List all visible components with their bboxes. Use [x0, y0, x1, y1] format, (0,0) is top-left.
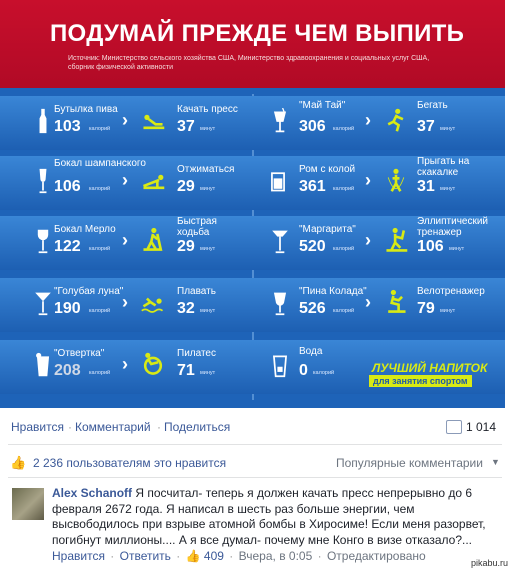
drink-cell: Бокал Мерло 122 калорий › Быстрая ходьба 29 минут [0, 214, 250, 272]
arrow-right-icon: › [365, 292, 371, 312]
elliptical-icon [383, 226, 409, 254]
drink-cell: Ром с колой 361 калорий › Прыгать на скакалке 31 минут [255, 154, 505, 212]
comment-time[interactable]: Вчера, в 0:05 [238, 549, 313, 563]
pushups-icon [140, 166, 166, 194]
likes-summary [0, 456, 505, 474]
cocktail-glass-icon [32, 290, 54, 316]
avatar[interactable] [12, 488, 44, 520]
wine-glass-icon [32, 228, 54, 254]
rum-cola-icon [267, 168, 289, 194]
comment-actions: Нравится · Ответить · 👍 409 · Вчера, в 0:05 · Отредактировано [52, 549, 426, 563]
drink-cell: "Пина Колада" 526 калорий › Велотренажер 79 минут [255, 276, 505, 334]
best-drink-sublabel: для занятия спортом [369, 375, 472, 387]
champagne-glass-icon [32, 168, 54, 194]
best-drink-label: ЛУЧШИЙ НАПИТОК [372, 361, 488, 375]
comment-body [52, 486, 502, 548]
comment-reply-link[interactable]: Ответить [119, 549, 171, 563]
drink-cell: "Отвертка" 208 калорий › Пилатес 71 минут [0, 338, 250, 396]
arrow-right-icon: › [122, 230, 128, 250]
highball-glass-icon [32, 352, 54, 378]
drink-cell: Бутылка пива 103 калорий › Качать пресс 37 минут [0, 94, 250, 152]
watermark: pikabu.ru [471, 558, 509, 568]
comment-sort[interactable]: Популярные комментарии [336, 456, 483, 470]
beer-bottle-icon [32, 108, 54, 134]
like-link[interactable]: Нравится [11, 420, 64, 434]
drink-cell: "Маргарита" 520 калорий › Эллиптический тренажер 106 минут [255, 214, 505, 272]
share-count: 1 014 [466, 420, 497, 434]
chevron-down-icon[interactable]: ▼ [491, 457, 500, 467]
arrow-right-icon: › [122, 170, 128, 190]
drink-cell: Бокал шампанского 106 калорий › Отжиматься 29 минут [0, 154, 250, 212]
arrow-right-icon: › [365, 230, 371, 250]
thumbs-up-icon: 👍 [185, 549, 201, 563]
jump-rope-icon [383, 166, 409, 194]
water-glass-icon [269, 352, 291, 378]
swimming-icon [140, 288, 166, 316]
comment-like-link[interactable]: Нравится [52, 549, 105, 563]
comment-edited[interactable]: Отредактировано [326, 549, 426, 563]
comment-text: Я посчитал- теперь я должен качать пресс непрерывно до 6 февраля 2672 года. Я написал в шесть раз больше энергии, чем высвободилось при взрыве атомной бомбы в Хиросиме! Если меня разорвет, погибнут миллионы.... А я все думал- почему мне Конго в визе отказало?... [52, 486, 486, 547]
situps-icon [140, 106, 166, 134]
drink-cell: "Май Тай" 306 калорий › Бегать 37 минут [255, 94, 505, 152]
pilates-icon [140, 350, 166, 378]
arrow-right-icon: › [122, 110, 128, 130]
poster-row [0, 154, 505, 212]
treadmill-icon [140, 226, 166, 254]
poster-row [0, 214, 505, 272]
arrow-right-icon: › [365, 110, 371, 130]
running-icon [383, 106, 409, 134]
comment-author[interactable]: Alex Schanoff [52, 486, 133, 500]
poster-source: Источник: Министерство сельского хозяйства США, Министерство здравоохранения и социальных услуг США, сборник физической активности [68, 55, 430, 71]
drink-cell: "Голубая луна" 190 калорий › Плавать 32 минут [0, 276, 250, 334]
comment-likes[interactable]: 409 [203, 549, 224, 563]
drink-cell: Вода 0 калорий [255, 338, 505, 396]
comment-link[interactable]: Комментарий [75, 420, 151, 434]
share-icon[interactable] [446, 420, 462, 434]
post-action-bar: Нравится · Комментарий · Поделиться 1 014 [11, 420, 497, 434]
poster-row [0, 94, 505, 152]
share-link[interactable]: Поделиться [164, 420, 231, 434]
poster-header [0, 0, 505, 88]
arrow-right-icon: › [365, 170, 371, 190]
tiki-glass-icon [269, 108, 291, 134]
poster-title: ПОДУМАЙ ПРЕЖДЕ ЧЕМ ВЫПИТЬ [50, 20, 465, 47]
likes-count-link[interactable]: 2 236 пользователям это нравится [33, 456, 227, 470]
bike-icon [383, 288, 409, 316]
arrow-right-icon: › [122, 292, 128, 312]
margarita-glass-icon [269, 228, 291, 254]
poster-row [0, 276, 505, 334]
arrow-right-icon: › [122, 354, 128, 374]
thumbs-up-icon: 👍 [10, 455, 27, 470]
pina-colada-icon [269, 290, 291, 316]
